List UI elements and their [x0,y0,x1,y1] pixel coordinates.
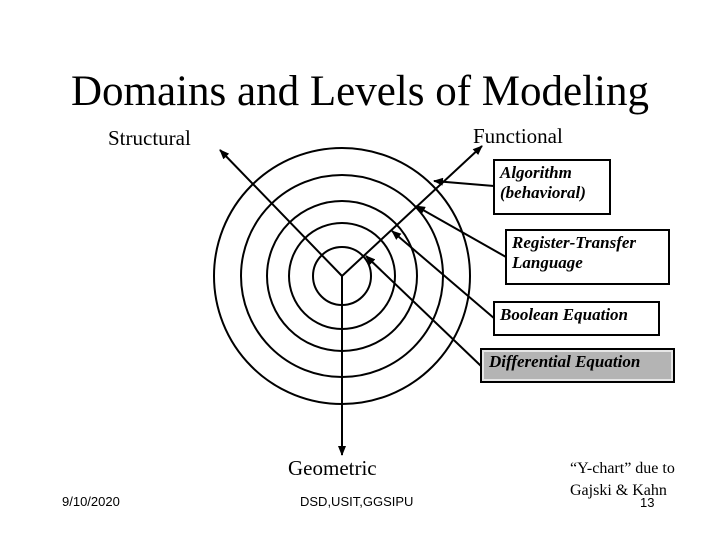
algorithm-line1: Algorithm [500,163,572,182]
structural-axis [220,150,342,276]
boolean-level-box [493,301,660,336]
algorithm-line2: (behavioral) [500,182,586,202]
boolean-label: Boolean Equation [500,305,629,324]
footer-date: 9/10/2020 [62,494,120,509]
rtl-line1: Register-Transfer [512,233,637,252]
credit-line2: Gajski & Kahn [570,482,667,500]
slide-title: Domains and Levels of Modeling [70,68,649,115]
differential-level-box [480,348,675,383]
structural-label: Structural [108,126,191,150]
credit-note [570,458,675,503]
pointer-differential [366,256,481,366]
geometric-label: Geometric [288,456,377,480]
rtl-line2: Language [512,252,583,272]
rtl-level-box [505,229,670,285]
differential-label: Differential Equation [489,352,641,371]
page-number: 13 [640,495,655,510]
functional-label: Functional [473,124,563,148]
pointer-boolean [392,231,495,319]
functional-axis [342,146,482,276]
footer-org: DSD,USIT,GGSIPU [300,494,414,509]
credit-line1: “Y-chart” due to [570,460,675,477]
algorithm-level-box [493,159,611,215]
